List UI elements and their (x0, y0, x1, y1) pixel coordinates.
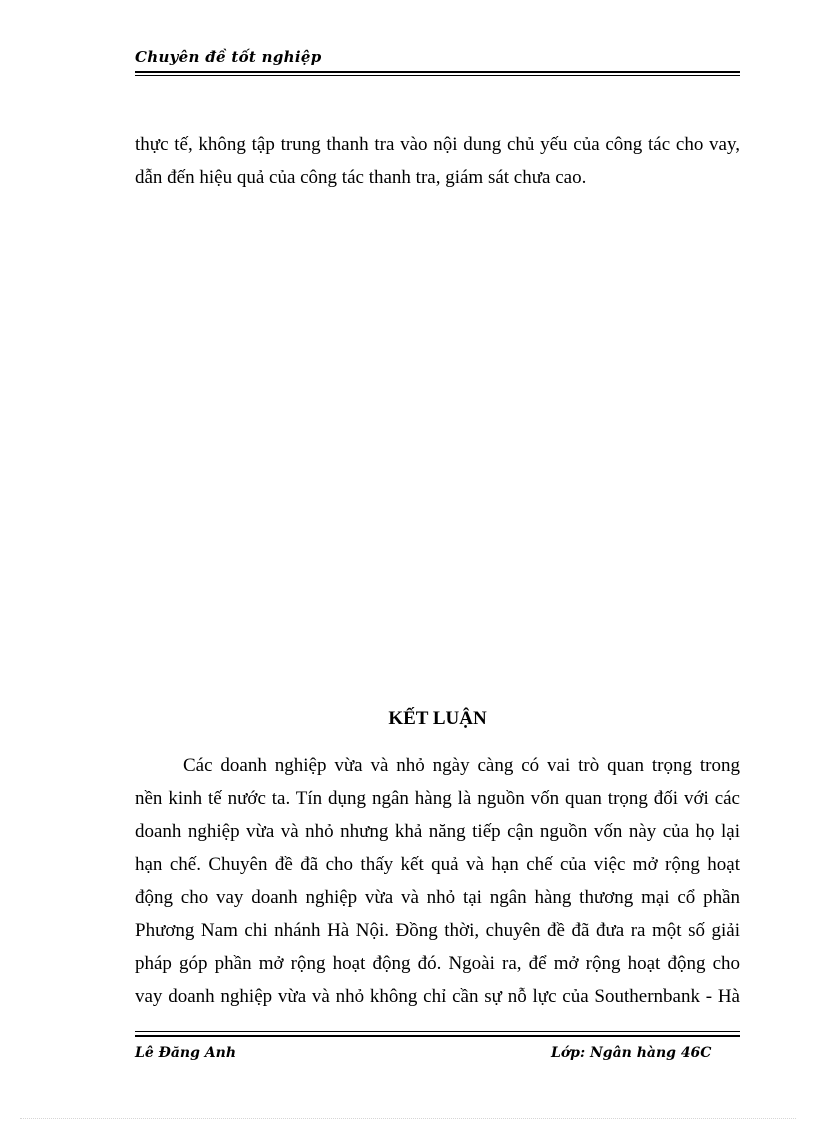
footer-author: Lê Đăng Anh (135, 1045, 236, 1061)
intro-paragraph (135, 128, 740, 194)
footer-rule-top (135, 1031, 740, 1032)
text-line: doanh nghiệp vừa và nhỏ nhưng khả năng tiếp cận nguồn vốn này của họ lại (135, 821, 740, 842)
header-rule-top (135, 71, 740, 73)
footer-rule-bottom (135, 1035, 740, 1037)
conclusion-heading: KẾT LUẬN (388, 708, 487, 729)
text-line: thực tế, không tập trung thanh tra vào nội dung chủ yếu của công tác cho vay, (135, 134, 740, 155)
text-line: động cho vay doanh nghiệp vừa và nhỏ tại ngân hàng thương mại cổ phần (135, 887, 740, 908)
text-line: Các doanh nghiệp vừa và nhỏ ngày càng có vai trò quan trọng trong (183, 755, 740, 776)
text-line: Phương Nam chi nhánh Hà Nội. Đồng thời, chuyên đề đã đưa ra một số giải (135, 920, 740, 941)
text-line: dẫn đến hiệu quả của công tác thanh tra, giám sát chưa cao. (135, 167, 587, 188)
header-title: Chuyên đề tốt nghiệp (135, 48, 322, 66)
footer-class: Lớp: Ngân hàng 46C (551, 1045, 712, 1061)
text-line: vay doanh nghiệp vừa và nhỏ không chỉ cần sự nỗ lực của Southernbank - Hà (135, 986, 740, 1007)
conclusion-paragraph (135, 749, 740, 1013)
text-line: hạn chế. Chuyên đề đã cho thấy kết quả và hạn chế của việc mở rộng hoạt (135, 854, 740, 875)
page-bottom-edge (20, 1118, 796, 1119)
header-rule-bottom (135, 75, 740, 76)
text-line: pháp góp phần mở rộng hoạt động đó. Ngoài ra, để mở rộng hoạt động cho (135, 953, 740, 974)
text-line: nền kinh tế nước ta. Tín dụng ngân hàng là nguồn vốn quan trọng đối với các (135, 788, 740, 809)
